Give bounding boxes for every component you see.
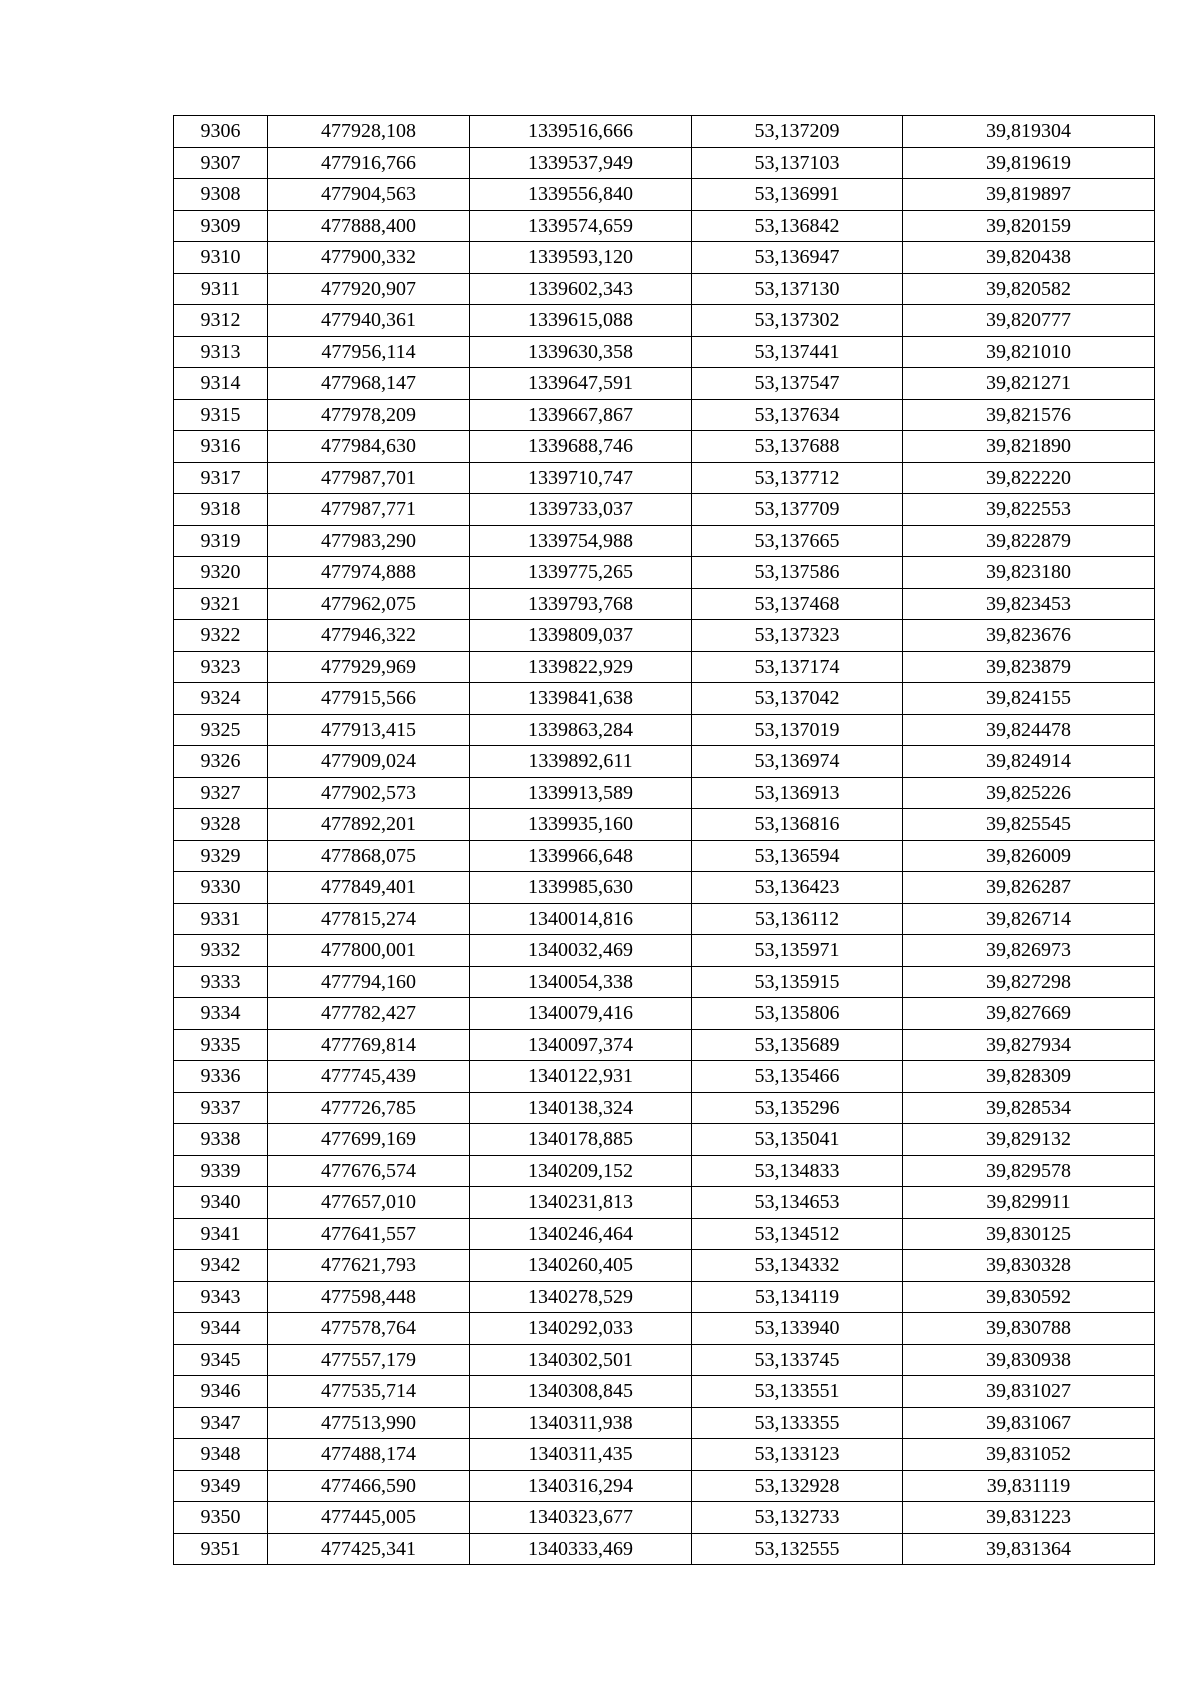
latitude-cell: 53,137019 [692,714,903,746]
y-coordinate-cell: 1340316,294 [470,1470,692,1502]
longitude-cell: 39,827934 [903,1029,1155,1061]
longitude-cell: 39,821576 [903,399,1155,431]
latitude-cell: 53,136947 [692,242,903,274]
table-row [174,714,1155,746]
latitude-cell: 53,136991 [692,179,903,211]
point-number-cell: 9349 [174,1470,268,1502]
x-coordinate-cell: 477849,401 [268,872,470,904]
longitude-cell: 39,831067 [903,1407,1155,1439]
latitude-cell: 53,137441 [692,336,903,368]
table-row [174,1124,1155,1156]
latitude-cell: 53,133745 [692,1344,903,1376]
y-coordinate-cell: 1339985,630 [470,872,692,904]
x-coordinate-cell: 477425,341 [268,1533,470,1565]
x-coordinate-cell: 477946,322 [268,620,470,652]
table-row [174,1533,1155,1565]
point-number-cell: 9350 [174,1502,268,1534]
y-coordinate-cell: 1339688,746 [470,431,692,463]
x-coordinate-cell: 477535,714 [268,1376,470,1408]
latitude-cell: 53,136974 [692,746,903,778]
longitude-cell: 39,822553 [903,494,1155,526]
longitude-cell: 39,829132 [903,1124,1155,1156]
latitude-cell: 53,133551 [692,1376,903,1408]
x-coordinate-cell: 477557,179 [268,1344,470,1376]
table-row [174,588,1155,620]
y-coordinate-cell: 1339593,120 [470,242,692,274]
table-row [174,1250,1155,1282]
y-coordinate-cell: 1340138,324 [470,1092,692,1124]
longitude-cell: 39,824914 [903,746,1155,778]
latitude-cell: 53,133940 [692,1313,903,1345]
point-number-cell: 9322 [174,620,268,652]
point-number-cell: 9316 [174,431,268,463]
table-row [174,872,1155,904]
x-coordinate-cell: 477962,075 [268,588,470,620]
latitude-cell: 53,137103 [692,147,903,179]
point-number-cell: 9306 [174,116,268,148]
x-coordinate-cell: 477913,415 [268,714,470,746]
y-coordinate-cell: 1339863,284 [470,714,692,746]
y-coordinate-cell: 1339710,747 [470,462,692,494]
longitude-cell: 39,820159 [903,210,1155,242]
longitude-cell: 39,831052 [903,1439,1155,1471]
latitude-cell: 53,137712 [692,462,903,494]
point-number-cell: 9308 [174,179,268,211]
longitude-cell: 39,827298 [903,966,1155,998]
x-coordinate-cell: 477657,010 [268,1187,470,1219]
latitude-cell: 53,137468 [692,588,903,620]
longitude-cell: 39,822220 [903,462,1155,494]
table-row [174,1470,1155,1502]
longitude-cell: 39,823879 [903,651,1155,683]
longitude-cell: 39,830938 [903,1344,1155,1376]
point-number-cell: 9312 [174,305,268,337]
latitude-cell: 53,136913 [692,777,903,809]
latitude-cell: 53,136423 [692,872,903,904]
x-coordinate-cell: 477578,764 [268,1313,470,1345]
longitude-cell: 39,821890 [903,431,1155,463]
latitude-cell: 53,137302 [692,305,903,337]
point-number-cell: 9318 [174,494,268,526]
point-number-cell: 9314 [174,368,268,400]
point-number-cell: 9326 [174,746,268,778]
table-row [174,998,1155,1030]
y-coordinate-cell: 1340246,464 [470,1218,692,1250]
latitude-cell: 53,135915 [692,966,903,998]
longitude-cell: 39,830125 [903,1218,1155,1250]
longitude-cell: 39,828309 [903,1061,1155,1093]
x-coordinate-cell: 477621,793 [268,1250,470,1282]
y-coordinate-cell: 1339913,589 [470,777,692,809]
table-row [174,179,1155,211]
x-coordinate-cell: 477974,888 [268,557,470,589]
longitude-cell: 39,826287 [903,872,1155,904]
longitude-cell: 39,822879 [903,525,1155,557]
point-number-cell: 9317 [174,462,268,494]
y-coordinate-cell: 1340054,338 [470,966,692,998]
x-coordinate-cell: 477984,630 [268,431,470,463]
point-number-cell: 9341 [174,1218,268,1250]
table-row [174,336,1155,368]
y-coordinate-cell: 1339809,037 [470,620,692,652]
latitude-cell: 53,137323 [692,620,903,652]
y-coordinate-cell: 1339935,160 [470,809,692,841]
longitude-cell: 39,826009 [903,840,1155,872]
table-row [174,840,1155,872]
y-coordinate-cell: 1339602,343 [470,273,692,305]
longitude-cell: 39,825545 [903,809,1155,841]
table-row [174,462,1155,494]
coordinates-table [173,115,1155,1565]
coordinates-table-body [174,116,1155,1565]
point-number-cell: 9339 [174,1155,268,1187]
x-coordinate-cell: 477909,024 [268,746,470,778]
longitude-cell: 39,828534 [903,1092,1155,1124]
longitude-cell: 39,819304 [903,116,1155,148]
x-coordinate-cell: 477513,990 [268,1407,470,1439]
x-coordinate-cell: 477699,169 [268,1124,470,1156]
y-coordinate-cell: 1340231,813 [470,1187,692,1219]
y-coordinate-cell: 1340311,938 [470,1407,692,1439]
point-number-cell: 9335 [174,1029,268,1061]
longitude-cell: 39,824155 [903,683,1155,715]
longitude-cell: 39,819619 [903,147,1155,179]
point-number-cell: 9321 [174,588,268,620]
table-row [174,809,1155,841]
y-coordinate-cell: 1339892,611 [470,746,692,778]
y-coordinate-cell: 1340122,931 [470,1061,692,1093]
table-row [174,683,1155,715]
x-coordinate-cell: 477726,785 [268,1092,470,1124]
table-row [174,1029,1155,1061]
longitude-cell: 39,827669 [903,998,1155,1030]
latitude-cell: 53,132733 [692,1502,903,1534]
y-coordinate-cell: 1340311,435 [470,1439,692,1471]
table-row [174,1218,1155,1250]
y-coordinate-cell: 1339822,929 [470,651,692,683]
point-number-cell: 9307 [174,147,268,179]
table-row [174,1344,1155,1376]
latitude-cell: 53,134512 [692,1218,903,1250]
longitude-cell: 39,830592 [903,1281,1155,1313]
latitude-cell: 53,137709 [692,494,903,526]
y-coordinate-cell: 1339667,867 [470,399,692,431]
y-coordinate-cell: 1340209,152 [470,1155,692,1187]
point-number-cell: 9346 [174,1376,268,1408]
longitude-cell: 39,831223 [903,1502,1155,1534]
point-number-cell: 9343 [174,1281,268,1313]
y-coordinate-cell: 1340014,816 [470,903,692,935]
table-row [174,431,1155,463]
longitude-cell: 39,820438 [903,242,1155,274]
y-coordinate-cell: 1339775,265 [470,557,692,589]
table-row [174,1313,1155,1345]
table-row [174,147,1155,179]
latitude-cell: 53,137665 [692,525,903,557]
x-coordinate-cell: 477892,201 [268,809,470,841]
table-row [174,116,1155,148]
y-coordinate-cell: 1340302,501 [470,1344,692,1376]
table-row [174,966,1155,998]
y-coordinate-cell: 1339556,840 [470,179,692,211]
y-coordinate-cell: 1339574,659 [470,210,692,242]
table-row [174,1376,1155,1408]
latitude-cell: 53,137042 [692,683,903,715]
point-number-cell: 9313 [174,336,268,368]
y-coordinate-cell: 1339793,768 [470,588,692,620]
longitude-cell: 39,821010 [903,336,1155,368]
table-row [174,903,1155,935]
x-coordinate-cell: 477794,160 [268,966,470,998]
table-row [174,557,1155,589]
x-coordinate-cell: 477466,590 [268,1470,470,1502]
x-coordinate-cell: 477983,290 [268,525,470,557]
point-number-cell: 9309 [174,210,268,242]
x-coordinate-cell: 477928,108 [268,116,470,148]
y-coordinate-cell: 1340292,033 [470,1313,692,1345]
x-coordinate-cell: 477916,766 [268,147,470,179]
latitude-cell: 53,134332 [692,1250,903,1282]
table-row [174,1281,1155,1313]
latitude-cell: 53,134653 [692,1187,903,1219]
latitude-cell: 53,133355 [692,1407,903,1439]
table-row [174,777,1155,809]
point-number-cell: 9333 [174,966,268,998]
latitude-cell: 53,137174 [692,651,903,683]
point-number-cell: 9332 [174,935,268,967]
longitude-cell: 39,829911 [903,1187,1155,1219]
y-coordinate-cell: 1339516,666 [470,116,692,148]
y-coordinate-cell: 1339537,949 [470,147,692,179]
x-coordinate-cell: 477800,001 [268,935,470,967]
latitude-cell: 53,134833 [692,1155,903,1187]
longitude-cell: 39,823676 [903,620,1155,652]
point-number-cell: 9331 [174,903,268,935]
x-coordinate-cell: 477987,701 [268,462,470,494]
longitude-cell: 39,831364 [903,1533,1155,1565]
table-row [174,1061,1155,1093]
x-coordinate-cell: 477987,771 [268,494,470,526]
table-row [174,746,1155,778]
point-number-cell: 9310 [174,242,268,274]
point-number-cell: 9336 [174,1061,268,1093]
table-row [174,399,1155,431]
y-coordinate-cell: 1340178,885 [470,1124,692,1156]
point-number-cell: 9311 [174,273,268,305]
x-coordinate-cell: 477915,566 [268,683,470,715]
point-number-cell: 9344 [174,1313,268,1345]
latitude-cell: 53,137130 [692,273,903,305]
x-coordinate-cell: 477929,969 [268,651,470,683]
latitude-cell: 53,135041 [692,1124,903,1156]
point-number-cell: 9315 [174,399,268,431]
x-coordinate-cell: 477904,563 [268,179,470,211]
x-coordinate-cell: 477940,361 [268,305,470,337]
latitude-cell: 53,135806 [692,998,903,1030]
x-coordinate-cell: 477598,448 [268,1281,470,1313]
latitude-cell: 53,136816 [692,809,903,841]
x-coordinate-cell: 477902,573 [268,777,470,809]
table-row [174,210,1155,242]
latitude-cell: 53,136594 [692,840,903,872]
latitude-cell: 53,133123 [692,1439,903,1471]
x-coordinate-cell: 477868,075 [268,840,470,872]
x-coordinate-cell: 477641,557 [268,1218,470,1250]
longitude-cell: 39,823453 [903,588,1155,620]
table-row [174,651,1155,683]
y-coordinate-cell: 1339647,591 [470,368,692,400]
table-row [174,494,1155,526]
x-coordinate-cell: 477968,147 [268,368,470,400]
table-row [174,525,1155,557]
table-row [174,1187,1155,1219]
x-coordinate-cell: 477978,209 [268,399,470,431]
x-coordinate-cell: 477815,274 [268,903,470,935]
latitude-cell: 53,135296 [692,1092,903,1124]
point-number-cell: 9345 [174,1344,268,1376]
point-number-cell: 9319 [174,525,268,557]
latitude-cell: 53,137586 [692,557,903,589]
y-coordinate-cell: 1340308,845 [470,1376,692,1408]
x-coordinate-cell: 477445,005 [268,1502,470,1534]
latitude-cell: 53,137688 [692,431,903,463]
latitude-cell: 53,135466 [692,1061,903,1093]
longitude-cell: 39,830788 [903,1313,1155,1345]
longitude-cell: 39,823180 [903,557,1155,589]
longitude-cell: 39,821271 [903,368,1155,400]
point-number-cell: 9338 [174,1124,268,1156]
y-coordinate-cell: 1340260,405 [470,1250,692,1282]
latitude-cell: 53,135689 [692,1029,903,1061]
longitude-cell: 39,831027 [903,1376,1155,1408]
longitude-cell: 39,826973 [903,935,1155,967]
table-row [174,935,1155,967]
x-coordinate-cell: 477769,814 [268,1029,470,1061]
point-number-cell: 9348 [174,1439,268,1471]
longitude-cell: 39,820777 [903,305,1155,337]
x-coordinate-cell: 477956,114 [268,336,470,368]
longitude-cell: 39,820582 [903,273,1155,305]
x-coordinate-cell: 477920,907 [268,273,470,305]
latitude-cell: 53,137209 [692,116,903,148]
point-number-cell: 9325 [174,714,268,746]
latitude-cell: 53,132928 [692,1470,903,1502]
table-row [174,273,1155,305]
latitude-cell: 53,135971 [692,935,903,967]
y-coordinate-cell: 1339733,037 [470,494,692,526]
x-coordinate-cell: 477488,174 [268,1439,470,1471]
longitude-cell: 39,831119 [903,1470,1155,1502]
y-coordinate-cell: 1340079,416 [470,998,692,1030]
point-number-cell: 9342 [174,1250,268,1282]
y-coordinate-cell: 1340323,677 [470,1502,692,1534]
point-number-cell: 9323 [174,651,268,683]
x-coordinate-cell: 477745,439 [268,1061,470,1093]
table-row [174,1502,1155,1534]
table-row [174,305,1155,337]
table-row [174,1092,1155,1124]
y-coordinate-cell: 1340278,529 [470,1281,692,1313]
point-number-cell: 9329 [174,840,268,872]
x-coordinate-cell: 477782,427 [268,998,470,1030]
table-row [174,620,1155,652]
longitude-cell: 39,819897 [903,179,1155,211]
longitude-cell: 39,824478 [903,714,1155,746]
table-row [174,1155,1155,1187]
x-coordinate-cell: 477676,574 [268,1155,470,1187]
point-number-cell: 9320 [174,557,268,589]
point-number-cell: 9330 [174,872,268,904]
point-number-cell: 9328 [174,809,268,841]
longitude-cell: 39,830328 [903,1250,1155,1282]
point-number-cell: 9337 [174,1092,268,1124]
point-number-cell: 9324 [174,683,268,715]
longitude-cell: 39,826714 [903,903,1155,935]
point-number-cell: 9340 [174,1187,268,1219]
y-coordinate-cell: 1340333,469 [470,1533,692,1565]
latitude-cell: 53,132555 [692,1533,903,1565]
latitude-cell: 53,136842 [692,210,903,242]
table-row [174,368,1155,400]
latitude-cell: 53,137547 [692,368,903,400]
y-coordinate-cell: 1340097,374 [470,1029,692,1061]
point-number-cell: 9334 [174,998,268,1030]
table-row [174,1407,1155,1439]
latitude-cell: 53,136112 [692,903,903,935]
x-coordinate-cell: 477900,332 [268,242,470,274]
table-row [174,242,1155,274]
longitude-cell: 39,825226 [903,777,1155,809]
latitude-cell: 53,134119 [692,1281,903,1313]
y-coordinate-cell: 1339966,648 [470,840,692,872]
longitude-cell: 39,829578 [903,1155,1155,1187]
y-coordinate-cell: 1340032,469 [470,935,692,967]
y-coordinate-cell: 1339754,988 [470,525,692,557]
x-coordinate-cell: 477888,400 [268,210,470,242]
y-coordinate-cell: 1339615,088 [470,305,692,337]
latitude-cell: 53,137634 [692,399,903,431]
y-coordinate-cell: 1339630,358 [470,336,692,368]
y-coordinate-cell: 1339841,638 [470,683,692,715]
table-row [174,1439,1155,1471]
point-number-cell: 9347 [174,1407,268,1439]
point-number-cell: 9351 [174,1533,268,1565]
point-number-cell: 9327 [174,777,268,809]
